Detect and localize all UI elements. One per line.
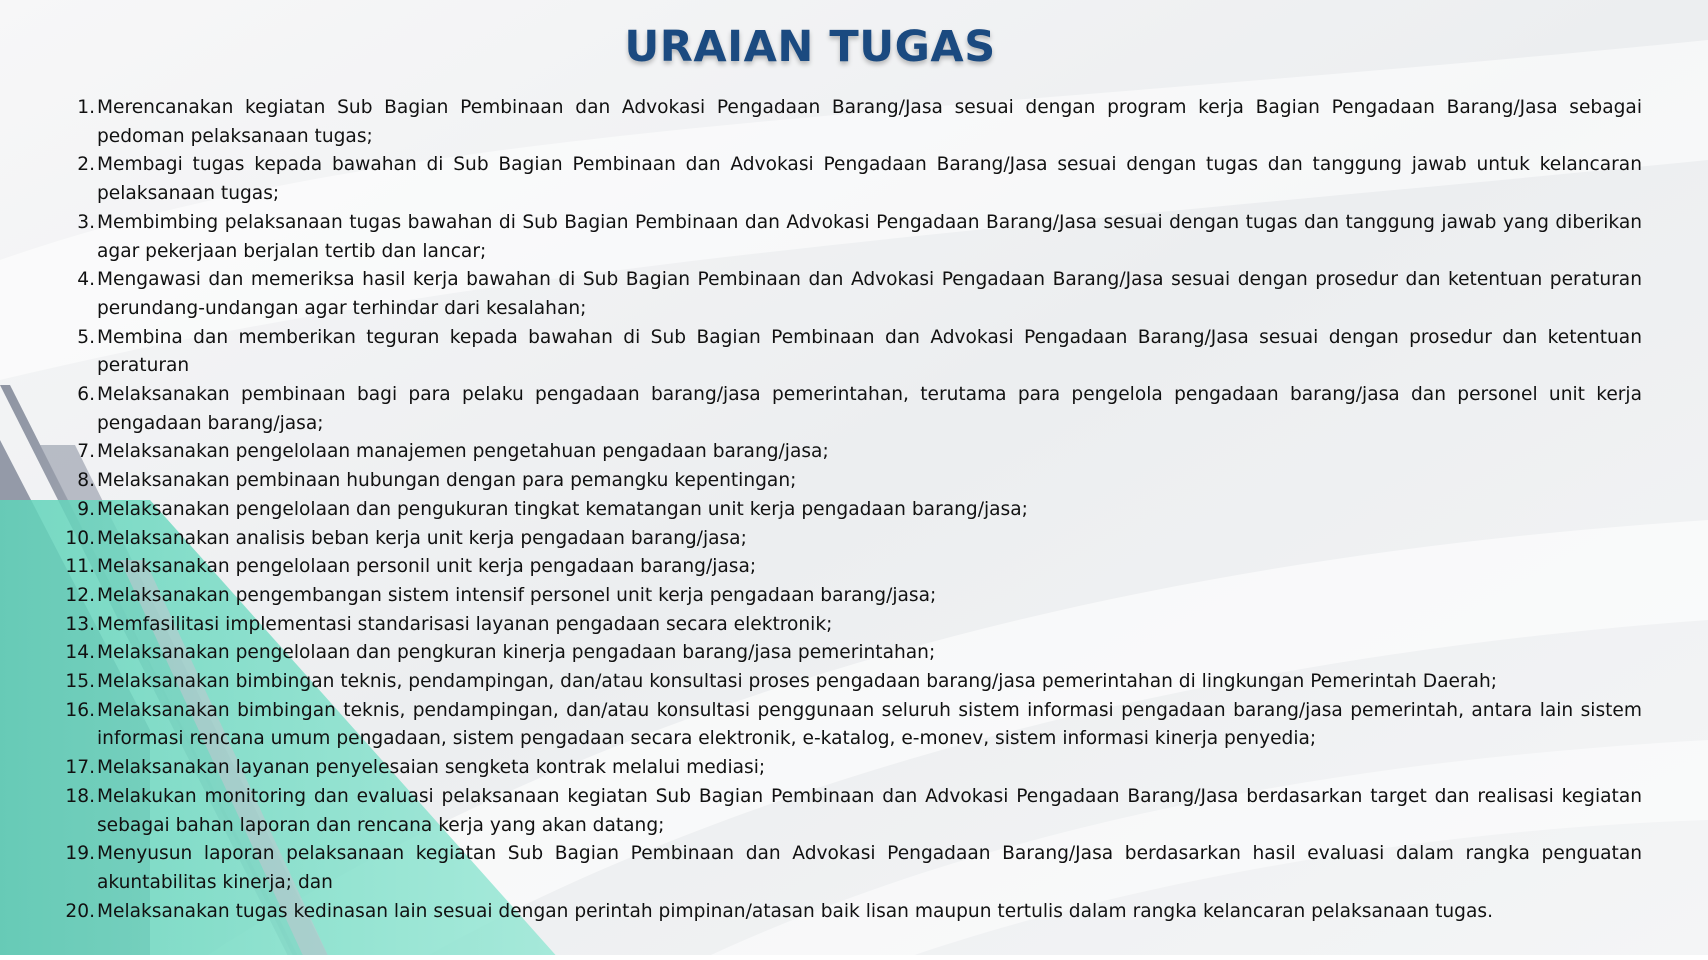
list-item: [65, 525, 1642, 554]
list-item-text: Melaksanakan tugas kedinasan lain sesuai dengan perintah pimpinan/atasan baik lisan maupun tertulis dalam rangka kelancaran pelaksanaan tugas.: [97, 900, 1493, 922]
list-item-number: 9.: [77, 498, 95, 520]
list-item: [65, 754, 1642, 783]
list-item-text: Melaksanakan layanan penyelesaian sengketa kontrak melalui mediasi;: [97, 757, 766, 779]
list-item: [65, 898, 1642, 927]
list-item-number: 5.: [77, 326, 95, 348]
list-item: [77, 94, 1642, 151]
list-item: [77, 381, 1642, 438]
list-item: [77, 151, 1642, 208]
list-item: [65, 668, 1642, 697]
list-item-number: 3.: [77, 211, 95, 233]
list-item-text: Membimbing pelaksanaan tugas bawahan di Sub Bagian Pembinaan dan Advokasi Pengadaan Barang/Jasa sesuai dengan tugas dan tanggung jawab yang diberikan agar pekerjaan berjalan tertib dan lancar;: [97, 211, 1642, 262]
list-item-number: 4.: [77, 269, 95, 291]
list-item-number: 12.: [65, 584, 95, 606]
list-item-number: 17.: [65, 757, 95, 779]
list-item-text: Membagi tugas kepada bawahan di Sub Bagian Pembinaan dan Advokasi Pengadaan Barang/Jasa sesuai dengan tugas dan tanggung jawab untuk kelancaran pelaksanaan tugas;: [97, 154, 1642, 205]
list-item-text: Melaksanakan pengelolaan personil unit kerja pengadaan barang/jasa;: [97, 556, 757, 578]
list-item: [77, 496, 1642, 525]
list-item-text: Melaksanakan pembinaan bagi para pelaku pengadaan barang/jasa pemerintahan, terutama para pengelola pengadaan barang/jasa dan personel unit kerja pengadaan barang/jasa;: [97, 384, 1642, 434]
list-item-text: Mengawasi dan memeriksa hasil kerja bawahan di Sub Bagian Pembinaan dan Advokasi Pengadaan Barang/Jasa sesuai dengan prosedur dan ketentuan peraturan perundang-undangan agar terhindar dari kesalahan;: [97, 269, 1642, 319]
list-item-number: 1.: [77, 97, 95, 118]
list-item: [65, 697, 1642, 754]
list-item-number: 14.: [65, 642, 95, 664]
list-item-text: Melaksanakan bimbingan teknis, pendampingan, dan/atau konsultasi proses pengadaan barang/jasa pemerintahan di lingkungan Pemerintah Daerah;: [97, 671, 1497, 693]
list-item: [77, 324, 1642, 381]
list-item-number: 7.: [77, 441, 95, 463]
list-item: [77, 209, 1642, 266]
list-item-number: 8.: [77, 470, 95, 492]
list-item-text: Melaksanakan analisis beban kerja unit kerja pengadaan barang/jasa;: [97, 527, 747, 549]
list-item-text: Melaksanakan pengembangan sistem intensif personel unit kerja pengadaan barang/jasa;: [97, 584, 937, 606]
list-item-text: Membina dan memberikan teguran kepada bawahan di Sub Bagian Pembinaan dan Advokasi Pengadaan Barang/Jasa sesuai dengan prosedur dan ketentuan peraturan: [97, 326, 1642, 377]
list-item: [77, 266, 1642, 323]
list-item: [65, 611, 1642, 640]
list-item-text: Melaksanakan pengelolaan dan pengukuran tingkat kematangan unit kerja pengadaan barang/jasa;: [97, 498, 1028, 520]
list-item-number: 10.: [65, 527, 95, 549]
list-item-text: Melakukan monitoring dan evaluasi pelaksanaan kegiatan Sub Bagian Pembinaan dan Advokasi Pengadaan Barang/Jasa berdasarkan target dan realisasi kegiatan sebagai bahan laporan dan rencana kerja yang akan datang;: [97, 785, 1642, 836]
list-item-number: 20.: [65, 900, 95, 922]
list-item: [77, 438, 1642, 467]
list-item: [65, 553, 1642, 582]
task-list: [65, 94, 1642, 926]
list-item: [65, 639, 1642, 668]
list-item: [65, 783, 1642, 840]
list-item-number: 18.: [65, 785, 95, 807]
list-item-text: Memfasilitasi implementasi standarisasi layanan pengadaan secara elektronik;: [97, 613, 833, 635]
list-item: [65, 582, 1642, 611]
list-item-text: Melaksanakan pengelolaan manajemen pengetahuan pengadaan barang/jasa;: [97, 441, 829, 463]
list-item: [65, 840, 1642, 897]
slide-title: URAIAN TUGAS: [624, 22, 996, 72]
list-item-number: 11.: [65, 556, 95, 578]
list-item: [77, 467, 1642, 496]
list-item-text: Melaksanakan pengelolaan dan pengkuran kinerja pengadaan barang/jasa pemerintahan;: [97, 642, 936, 664]
list-item-number: 2.: [77, 154, 95, 176]
list-item-text: Melaksanakan pembinaan hubungan dengan para pemangku kepentingan;: [97, 470, 797, 492]
list-item-text: Melaksanakan bimbingan teknis, pendampingan, dan/atau konsultasi penggunaan seluruh sistem informasi pengadaan barang/jasa pemerintah, antara lain sistem informasi rencana umum pengadaan, sistem pengadaan secara elektronik, e-katalog, e-monev, sistem informasi kinerja penyedia;: [97, 699, 1642, 750]
list-item-number: 19.: [65, 843, 95, 865]
list-item-text: Merencanakan kegiatan Sub Bagian Pembinaan dan Advokasi Pengadaan Barang/Jasa sesuai dengan program kerja Bagian Pengadaan Barang/Jasa sebagai pedoman pelaksanaan tugas;: [97, 97, 1642, 147]
list-item-number: 6.: [77, 384, 95, 406]
list-item-number: 15.: [65, 671, 95, 693]
list-item-number: 13.: [65, 613, 95, 635]
list-item-number: 16.: [65, 699, 95, 721]
list-item-text: Menyusun laporan pelaksanaan kegiatan Sub Bagian Pembinaan dan Advokasi Pengadaan Barang/Jasa berdasarkan hasil evaluasi dalam rangka penguatan akuntabilitas kinerja; dan: [97, 843, 1642, 893]
